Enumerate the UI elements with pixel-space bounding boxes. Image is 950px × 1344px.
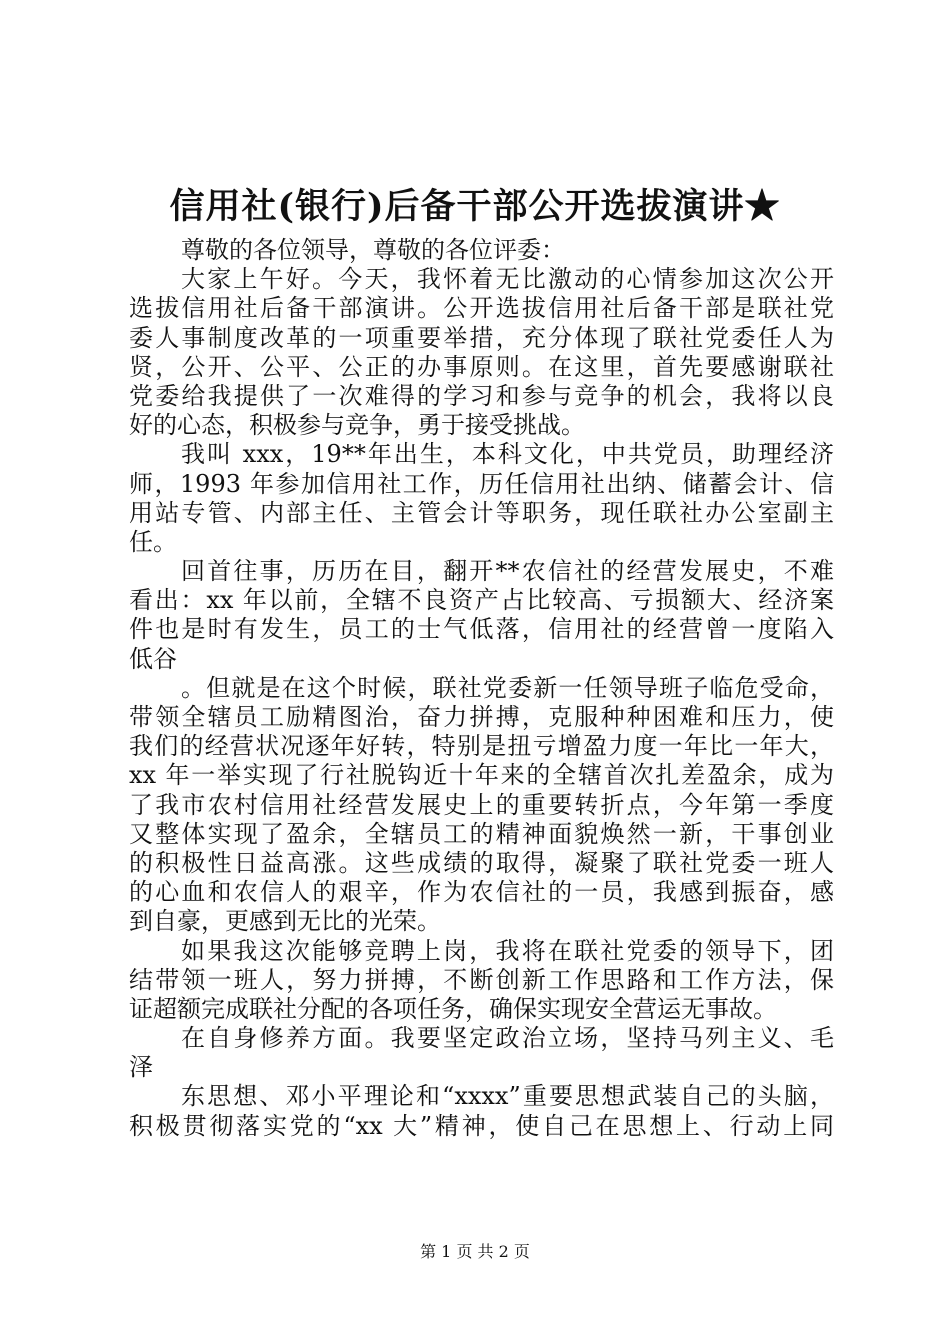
body-line: 大家上午好。今天，我怀着无比激动的心情参加这次公开 <box>181 265 834 294</box>
body-line: 用站专管、内部主任、主管会计等职务，现任联社办公室副主 <box>129 498 834 527</box>
body-line: 我叫 xxx，19**年出生，本科文化，中共党员，助理经济 <box>181 440 834 469</box>
body-line: 东思想、邓小平理论和“xxxx”重要思想武装自己的头脑， <box>181 1082 834 1111</box>
body-line: 结带领一班人，努力拼搏，不断创新工作思路和工作方法，保 <box>129 965 834 994</box>
body-line: 在自身修养方面。我要坚定政治立场，坚持马列主义、毛 <box>181 1024 834 1053</box>
body-line: 件也是时有发生，员工的士气低落，信用社的经营曾一度陷入 <box>129 615 834 644</box>
body-line: 回首往事，历历在目，翻开**农信社的经营发展史，不难 <box>181 557 834 586</box>
body-line: 贤，公开、公平、公正的办事原则。在这里，首先要感谢联社 <box>129 352 834 381</box>
body-line: 。但就是在这个时候，联社党委新一任领导班子临危受命， <box>181 673 834 702</box>
body-line: 任。 <box>129 527 177 556</box>
document-title: 信用社(银行)后备干部公开选拔演讲★ <box>169 186 781 227</box>
body-line: 尊敬的各位领导，尊敬的各位评委： <box>181 236 565 264</box>
body-line: 了我市农村信用社经营发展史上的重要转折点，今年第一季度 <box>129 790 834 819</box>
body-line: 的积极性日益高涨。这些成绩的取得，凝聚了联社党委一班人 <box>129 848 834 877</box>
body-line: 师，1993 年参加信用社工作，历任信用社出纳、储蓄会计、信 <box>129 469 834 498</box>
body-line: 证超额完成联社分配的各项任务，确保实现安全营运无事故。 <box>129 994 777 1023</box>
body-line: 的心血和农信人的艰辛，作为农信社的一员，我感到振奋，感 <box>129 878 834 907</box>
body-line: 看出：xx 年以前，全辖不良资产占比较高、亏损额大、经济案 <box>129 586 834 615</box>
body-line: 我们的经营状况逐年好转，特别是扭亏增盈力度一年比一年大， <box>129 732 834 761</box>
body-line: 带领全辖员工励精图治，奋力拼搏，克服种种困难和压力，使 <box>129 703 834 731</box>
body-line: xx 年一举实现了行社脱钩近十年来的全辖首次扎差盈余，成为 <box>129 761 834 790</box>
body-line: 党委给我提供了一次难得的学习和参与竞争的机会，我将以良 <box>129 381 834 410</box>
body-line: 委人事制度改革的一项重要举措，充分体现了联社党委任人为 <box>129 323 834 352</box>
document-body <box>129 236 834 1141</box>
body-line: 积极贯彻落实党的“xx 大”精神，使自己在思想上、行动上同 <box>129 1111 834 1140</box>
body-line: 又整体实现了盈余，全辖员工的精神面貌焕然一新，干事创业 <box>129 819 834 848</box>
body-line: 选拔信用社后备干部演讲。公开选拔信用社后备干部是联社党 <box>129 294 834 323</box>
body-line: 到自豪，更感到无比的光荣。 <box>129 907 441 936</box>
body-line: 如果我这次能够竞聘上岗，我将在联社党委的领导下，团 <box>181 936 834 965</box>
page-footer: 第 1 页 共 2 页 <box>420 1242 530 1261</box>
body-line: 好的心态，积极参与竞争，勇于接受挑战。 <box>129 411 585 440</box>
body-line: 低谷 <box>129 644 177 673</box>
body-line: 泽 <box>129 1053 153 1082</box>
